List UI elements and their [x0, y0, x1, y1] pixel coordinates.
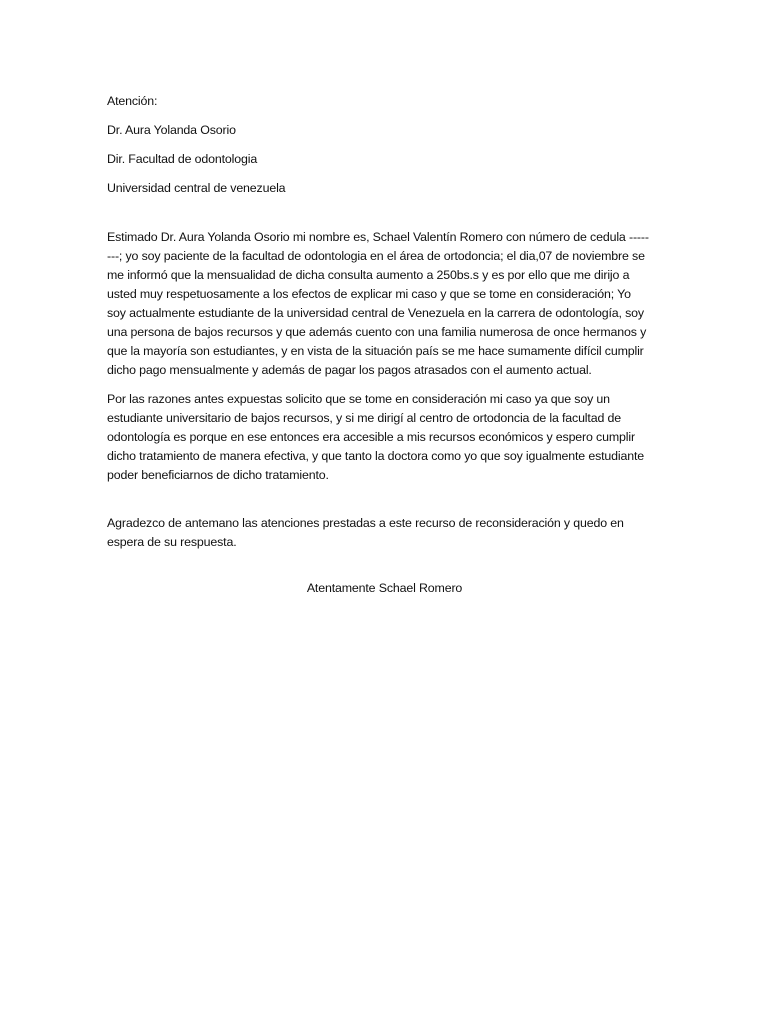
- recipient-name: Dr. Aura Yolanda Osorio: [107, 123, 236, 137]
- paragraph-introduction: Estimado Dr. Aura Yolanda Osorio mi nombre es, Schael Valentín Romero con número de cedula --------; yo soy paciente de la facultad de odontologia en el área de ortodoncia; el dia,07 de noviembre se me informó que la mensualidad de dicha consulta aumento a 250bs.s y es por ello que me dirijo a usted muy respetuosamente a los efectos de explicar mi caso y que se tome en consideración; Yo soy actualmente estudiante de la universidad central de Venezuela en la carrera de odontología, soy una persona de bajos recursos y que además cuento con una familia numerosa de once hermanos y que la mayoría son estudiantes, y en vista de la situación país se me hace sumamente difícil cumplir dicho pago mensualmente y además de pagar los pagos atrasados con el aumento actual.: [107, 230, 649, 377]
- attention-line: Atención:: [107, 94, 158, 108]
- letter-body: [107, 92, 652, 610]
- recipient-institution: Universidad central de venezuela: [107, 181, 286, 195]
- recipient-department: Dir. Facultad de odontologia: [107, 152, 258, 166]
- paragraph-closing: Agradezco de antemano las atenciones prestadas a este recurso de reconsideración y quedo en espera de su respuesta.: [107, 516, 624, 549]
- address-block: [107, 92, 652, 198]
- signature-line: Atentamente Schael Romero: [306, 581, 463, 595]
- paragraph-request: Por las razones antes expuestas solicito que se tome en consideración mi caso ya que soy un estudiante universitario de bajos recursos, y si me dirigí al centro de ortodoncia de la facultad de odontología es porque en ese entonces era accesible a mis recursos económicos y espero cumplir dicho tratamiento de manera efectiva, y que tanto la doctora como yo que soy igualmente estudiante poder beneficiarnos de dicho tratamiento.: [107, 392, 645, 482]
